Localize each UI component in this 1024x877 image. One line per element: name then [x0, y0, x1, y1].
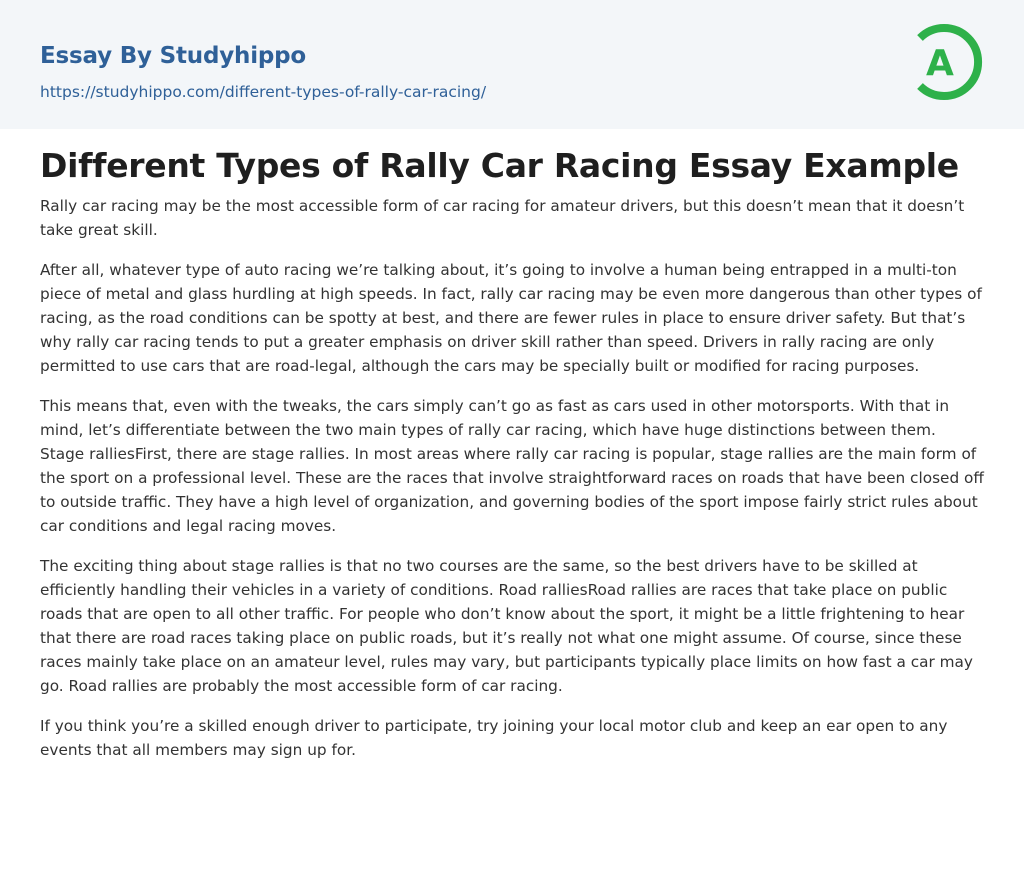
site-header	[0, 0, 1024, 129]
article	[0, 146, 1024, 762]
article-paragraph: This means that, even with the tweaks, the cars simply can’t go as fast as cars used in other motorsports. With that in mind, let’s differentiate between the two main types of rally car racing, which have huge distinctions between them. Stage ralliesFirst, there are stage rallies. In most areas where rally car racing is popular, stage rallies are the main form of the sport on a professional level. These are the races that involve straightforward races on roads that have been closed off to outside traffic. They have a high level of organization, and governing bodies of the sport impose fairly strict rules about car conditions and legal racing moves.	[40, 397, 984, 535]
article-paragraph: After all, whatever type of auto racing we’re talking about, it’s going to involve a human being entrapped in a multi-ton piece of metal and glass hurdling at high speeds. In fact, rally car racing may be even more dangerous than other types of racing, as the road conditions can be spotty at best, and there are fewer rules in place to ensure driver safety. But that’s why rally car racing tends to put a greater emphasis on driver skill rather than speed. Drivers in rally racing are only permitted to use cars that are road-legal, although the cars may be specially built or modified for racing purposes.	[40, 261, 982, 375]
logo-letter: A	[926, 43, 954, 84]
article-title: Different Types of Rally Car Racing Essay Example	[40, 146, 959, 185]
article-paragraph: Rally car racing may be the most accessible form of car racing for amateur drivers, but this doesn’t mean that it doesn’t take great skill.	[40, 197, 965, 239]
site-brand[interactable]: Essay By Studyhippo	[40, 43, 307, 69]
source-url-link[interactable]: https://studyhippo.com/different-types-of-rally-car-racing/	[40, 83, 487, 101]
article-paragraph: The exciting thing about stage rallies is that no two courses are the same, so the best drivers have to be skilled at efficiently handling their vehicles in a variety of conditions. Road ralliesRoad rallies are races that take place on public roads that are open to all other traffic. For people who don’t know about the sport, it might be a little frightening to hear that there are road races taking place on public roads, but it’s really not what one might assume. Of course, since these races mainly take place on an amateur level, rules may vary, but participants typically place limits on how fast a car may go. Road rallies are probably the most accessible form of car racing.	[40, 557, 973, 695]
article-paragraph: If you think you’re a skilled enough driver to participate, try joining your local motor club and keep an ear open to any events that all members may sign up for.	[40, 717, 948, 759]
studyhippo-logo-icon[interactable]	[900, 20, 984, 104]
